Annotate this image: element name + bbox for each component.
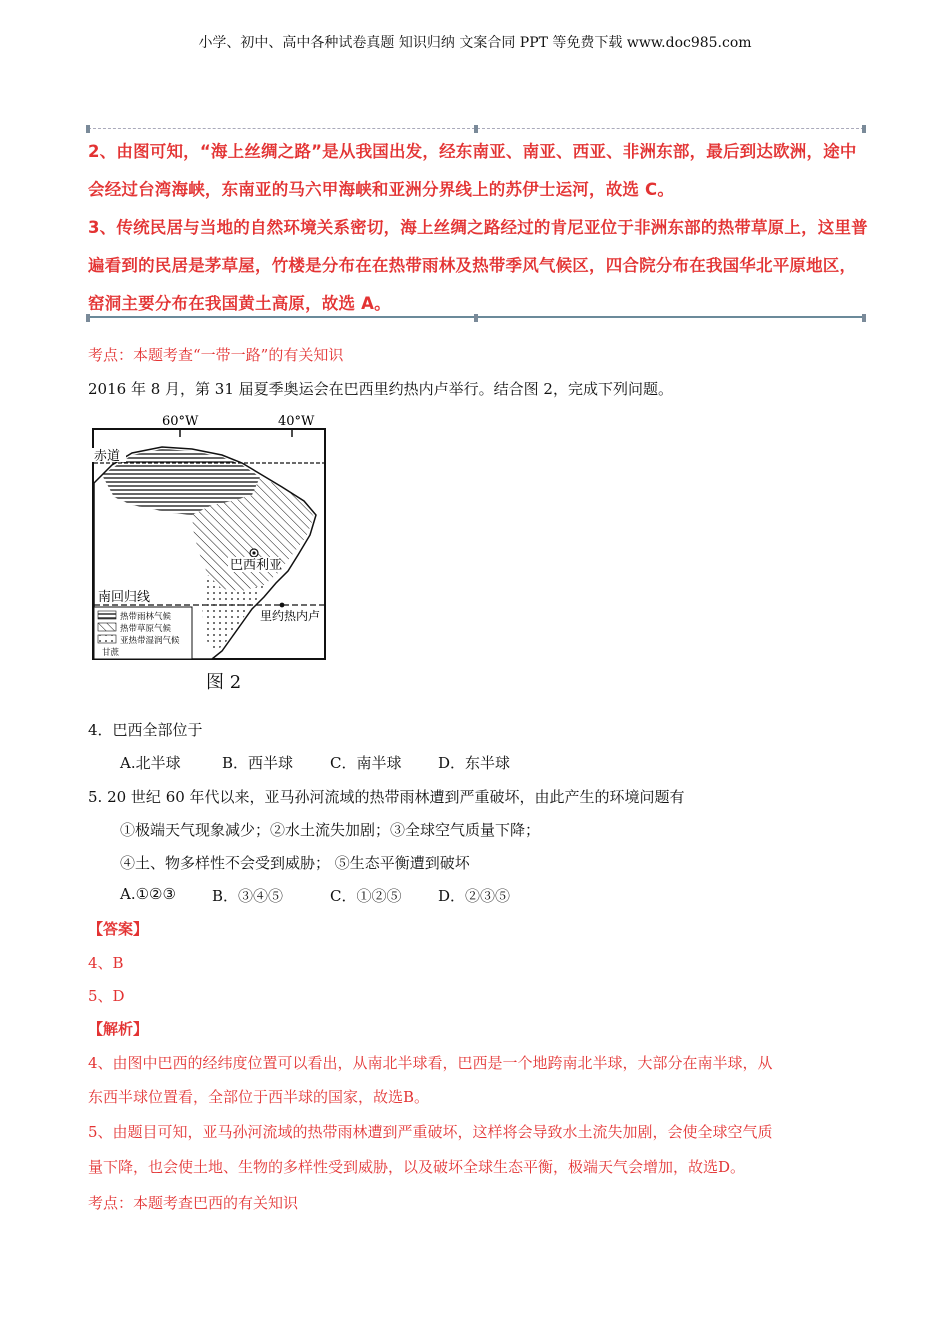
q4-option-d: D．东半球 [438, 754, 511, 772]
q4-option-c: C．南半球 [330, 754, 402, 772]
explanation-line: 会经过台湾海峡，东南亚的马六甲海峡和亚洲分界线上的苏伊士运河，故选 C。 [88, 180, 675, 199]
explanation-box [88, 128, 868, 318]
q5-statement-line-1: ①极端天气现象减少；②水土流失加剧；③全球空气质量下降； [120, 821, 541, 839]
analysis-line: 5、由题目可知，亚马孙河流域的热带雨林遭到严重破坏，这样将会导致水土流失加剧，会使全球空气质 [88, 1123, 773, 1141]
kaodian-1: 考点：本题考查“一带一路”的有关知识 [88, 346, 344, 364]
legend-sugarcane: 甘蔗 [102, 648, 120, 658]
q4-option-a: A.北半球 [120, 754, 181, 772]
legend-subtropical: 亚热带湿润气候 [120, 636, 180, 646]
q5-stem: 5. 20 世纪 60 年代以来，亚马孙河流域的热带雨林遭到严重破坏，由此产生的环境问题有 [88, 788, 685, 806]
box-corner-mark [862, 125, 866, 133]
explanation-line: 窑洞主要分布在我国黄土高原，故选 A。 [88, 294, 391, 313]
box-corner-mark [86, 125, 90, 133]
question-intro: 2016 年 8 月，第 31 届夏季奥运会在巴西里约热内卢举行。结合图 2，完成下列问题。 [88, 380, 673, 398]
page-header: 小学、初中、高中各种试卷真题 知识归纳 文案合同 PPT 等免费下载 www.doc985.com [198, 35, 752, 51]
rio-label: 里约热内卢 [260, 609, 321, 623]
explanation-line: 遍看到的民居是茅草屋，竹楼是分布在在热带雨林及热带季风气候区，四合院分布在我国华北平原地区， [88, 256, 857, 275]
answer-label: 【答案】 [88, 920, 149, 938]
explanation-line: 2、由图可知，“海上丝绸之路”是从我国出发，经东南亚、南亚、西亚、非洲东部，最后到达欧洲，途中 [88, 142, 857, 161]
q5-statement-line-2: ④土、物多样性不会受到威胁； ⑤生态平衡遭到破坏 [120, 854, 470, 872]
legend-savanna: 热带草原气候 [120, 624, 172, 634]
kaodian-2: 考点：本题考查巴西的有关知识 [88, 1194, 299, 1212]
analysis-label: 【解析】 [88, 1020, 149, 1038]
explanation-line: 3、传统民居与当地的自然环境关系密切，海上丝绸之路经过的肯尼亚位于非洲东部的热带草原上，这里普 [88, 218, 868, 237]
q5-option-d: D．②③⑤ [438, 887, 511, 905]
box-corner-mark [86, 314, 90, 322]
analysis-line: 4、由图中巴西的经纬度位置可以看出，从南北半球看，巴西是一个地跨南北半球，大部分在南半球，从 [88, 1054, 773, 1072]
tropic-label: 南回归线 [98, 590, 151, 605]
lon-label-60w: 60°W [162, 414, 199, 429]
q5-option-b: B．③④⑤ [212, 887, 284, 905]
lon-label-40w: 40°W [278, 414, 315, 429]
equator-label: 赤道 [94, 449, 121, 464]
q4-option-b: B．西半球 [222, 754, 294, 772]
box-corner-mark [474, 125, 478, 133]
q5-option-a: A.①②③ [120, 885, 176, 903]
analysis-line: 东西半球位置看，全部位于西半球的国家，故选B。 [88, 1088, 430, 1106]
box-corner-mark [474, 314, 478, 322]
answer-5: 5、D [88, 987, 125, 1005]
legend-rainforest: 热带雨林气候 [120, 612, 172, 622]
figure-caption: 图 2 [206, 672, 242, 693]
capital-label: 巴西利亚 [230, 558, 283, 573]
answer-4: 4、B [88, 954, 124, 972]
brazil-climate-map [92, 405, 328, 661]
q4-stem: 4．巴西全部位于 [88, 721, 203, 739]
analysis-line: 量下降，也会使土地、生物的多样性受到威胁，以及破坏全球生态平衡，极端天气会增加，故选D。 [88, 1158, 746, 1176]
q5-option-c: C．①②⑤ [330, 887, 402, 905]
box-corner-mark [862, 314, 866, 322]
